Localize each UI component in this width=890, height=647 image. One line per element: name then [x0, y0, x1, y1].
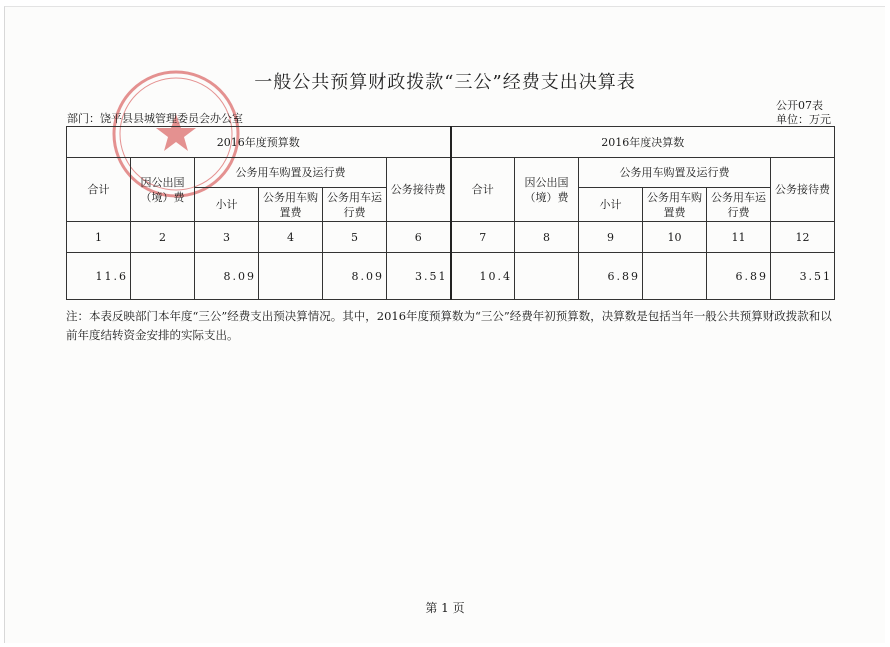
final-subtotal-header: 小计 [579, 188, 643, 222]
budget-abroad-header: 因公出国（境）费 [131, 158, 195, 222]
col-number: 12 [771, 222, 835, 253]
col-number: 8 [515, 222, 579, 253]
final-vehicle-group-header: 公务用车购置及运行费 [579, 158, 771, 188]
col-number: 3 [195, 222, 259, 253]
value-cell [515, 253, 579, 300]
col-number: 1 [67, 222, 131, 253]
final-reception-header: 公务接待费 [771, 158, 835, 222]
value-cell: 8.09 [323, 253, 387, 300]
budget-total-header: 合计 [67, 158, 131, 222]
col-number: 9 [579, 222, 643, 253]
budget-vehicle-group-header: 公务用车购置及运行费 [195, 158, 387, 188]
unit-label: 单位：万元 [776, 113, 831, 126]
value-cell [643, 253, 707, 300]
col-number: 7 [451, 222, 515, 253]
final-abroad-header: 因公出国（境）费 [515, 158, 579, 222]
col-number: 10 [643, 222, 707, 253]
column-number-row [67, 222, 835, 253]
budget-group-header: 2016年度预算数 [67, 127, 451, 158]
form-code: 公开07表 [776, 99, 823, 112]
budget-reception-header: 公务接待费 [387, 158, 451, 222]
value-cell: 3.51 [771, 253, 835, 300]
col-number: 4 [259, 222, 323, 253]
budget-subtotal-header: 小计 [195, 188, 259, 222]
budget-vehicle-operation-header: 公务用车运行费 [323, 188, 387, 222]
col-number: 6 [387, 222, 451, 253]
final-group-header: 2016年度决算数 [451, 127, 835, 158]
page-title: 一般公共预算财政拨款“三公”经费支出决算表 [254, 72, 636, 93]
value-cell: 8.09 [195, 253, 259, 300]
expenditure-table [66, 126, 835, 300]
table-row [67, 253, 835, 300]
final-total-header: 合计 [451, 158, 515, 222]
value-cell: 3.51 [387, 253, 451, 300]
value-cell [259, 253, 323, 300]
final-vehicle-operation-header: 公务用车运行费 [707, 188, 771, 222]
col-number: 11 [707, 222, 771, 253]
budget-vehicle-purchase-header: 公务用车购置费 [259, 188, 323, 222]
col-number: 2 [131, 222, 195, 253]
page-number: 第 1 页 [425, 601, 465, 615]
final-vehicle-purchase-header: 公务用车购置费 [643, 188, 707, 222]
value-cell: 6.89 [707, 253, 771, 300]
value-cell [131, 253, 195, 300]
value-cell: 6.89 [579, 253, 643, 300]
footnote: 注：本表反映部门本年度“三公”经费支出预决算情况。其中，2016年度预算数为“三公”经费年初预算数，决算数是包括当年一般公共预算财政拨款和以前年度结转资金安排的实际支出。 [66, 309, 832, 342]
department-label: 部门：饶平县县城管理委员会办公室 [67, 112, 243, 125]
col-number: 5 [323, 222, 387, 253]
value-cell: 10.4 [451, 253, 515, 300]
value-cell: 11.6 [67, 253, 131, 300]
